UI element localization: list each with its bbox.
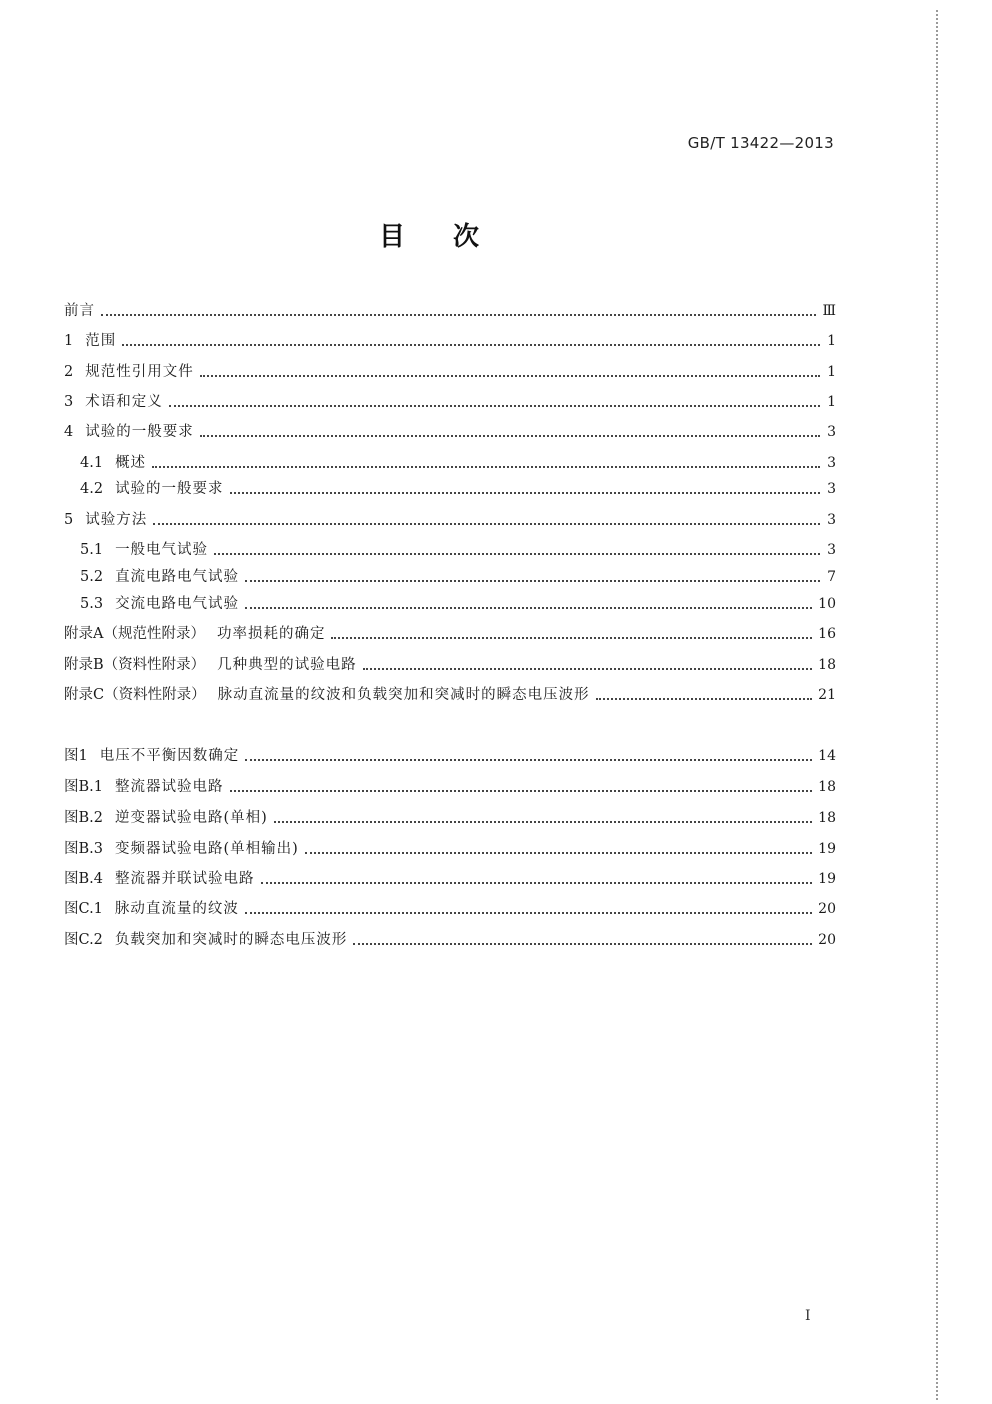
page-number: I	[805, 1308, 811, 1324]
toc-entry-number: 4.1	[80, 455, 104, 471]
toc-entry-number: 5.2	[80, 569, 104, 585]
figure-entry-c1[interactable]	[64, 894, 836, 918]
toc-entry-number: 5.3	[80, 596, 104, 612]
figure-entry-page: 20	[818, 932, 836, 948]
figure-entry-text: 脉动直流量的纹波	[114, 901, 239, 917]
toc-entry-number: 1	[64, 333, 74, 349]
toc-entry-4-2[interactable]	[80, 474, 836, 498]
toc-entry-page: 3	[827, 542, 836, 558]
toc-entry-annex-c[interactable]	[64, 680, 836, 704]
figure-entry-b1[interactable]	[64, 772, 836, 796]
toc-entry-number: 附录C（资料性附录）	[64, 687, 206, 703]
figure-entry-page: 18	[818, 779, 836, 795]
toc-entry-page: 3	[827, 481, 836, 497]
toc-entry-1[interactable]	[64, 326, 836, 350]
toc-entry-number: 附录A（规范性附录）	[64, 626, 205, 642]
figure-entry-text: 电压不平衡因数确定	[99, 748, 240, 764]
toc-entry-page: 1	[827, 333, 836, 349]
toc-entry-page: Ⅲ	[822, 303, 836, 319]
toc-entry-5-1[interactable]	[80, 535, 836, 559]
toc-entry-annex-b[interactable]	[64, 650, 836, 674]
toc-entry-number: 4	[64, 424, 74, 440]
toc-entry-text: 术语和定义	[85, 394, 163, 410]
toc-entry-4[interactable]	[64, 417, 836, 441]
figure-entry-1[interactable]	[64, 741, 836, 765]
toc-entry-page: 10	[818, 596, 836, 612]
figure-entry-text: 逆变器试验电路(单相)	[115, 810, 268, 826]
toc-entry-number: 2	[64, 364, 74, 380]
figure-entry-text: 整流器试验电路	[115, 779, 224, 795]
figure-entry-c2[interactable]	[64, 925, 836, 949]
figure-entry-page: 20	[818, 901, 836, 917]
figure-entry-number: 图B.4	[64, 871, 103, 887]
toc-leader	[169, 405, 820, 407]
toc-entry-number: 附录B（资料性附录）	[64, 657, 206, 673]
figure-entry-text: 整流器并联试验电路	[115, 871, 255, 887]
toc-entry-page: 7	[827, 569, 836, 585]
toc-entry-text: 范围	[85, 333, 117, 349]
toc-entry-text: 功率损耗的确定	[216, 626, 326, 642]
figure-entry-number: 图B.3	[64, 841, 103, 857]
figure-entry-b4[interactable]	[64, 864, 836, 888]
toc-leader	[101, 314, 816, 316]
toc-leader	[353, 943, 812, 945]
toc-entry-4-1[interactable]	[80, 448, 836, 472]
toc-leader	[230, 492, 820, 494]
toc-entry-text: 试验方法	[85, 512, 148, 528]
toc-entry-foreword[interactable]	[64, 296, 836, 320]
toc-entry-2[interactable]	[64, 357, 836, 381]
figure-entry-page: 18	[818, 810, 836, 826]
toc-entry-annex-a[interactable]	[64, 619, 836, 643]
toc-entry-number: 5	[64, 512, 74, 528]
toc-entry-page: 3	[827, 512, 836, 528]
figure-entry-text: 变频器试验电路(单相输出)	[115, 841, 299, 857]
figure-entry-number: 图B.2	[64, 810, 103, 826]
standard-number: GB/T 13422—2013	[687, 134, 834, 152]
toc-leader	[245, 607, 812, 609]
toc-leader	[214, 553, 820, 555]
figure-entry-page: 19	[818, 871, 836, 887]
toc-entry-text: 概述	[115, 455, 147, 471]
toc-entry-text: 试验的一般要求	[85, 424, 194, 440]
toc-leader	[122, 344, 820, 346]
toc-leader	[230, 790, 813, 792]
figure-entry-number: 图B.1	[64, 779, 103, 795]
toc-leader	[152, 466, 820, 468]
toc-entry-5-3[interactable]	[80, 589, 836, 613]
toc-entry-page: 3	[827, 455, 836, 471]
toc-leader	[245, 912, 812, 914]
toc-entry-text: 一般电气试验	[115, 542, 209, 558]
toc-entry-page: 21	[818, 687, 836, 703]
toc-entry-page: 16	[818, 626, 836, 642]
toc-entry-number: 3	[64, 394, 74, 410]
toc-entry-text: 规范性引用文件	[85, 364, 194, 380]
toc-entry-number: 5.1	[80, 542, 104, 558]
toc-leader	[274, 821, 812, 823]
toc-entry-text: 前言	[64, 303, 95, 319]
toc-leader	[245, 580, 820, 582]
toc-leader	[245, 759, 812, 761]
toc-entry-page: 1	[827, 364, 836, 380]
figure-entry-b2[interactable]	[64, 803, 836, 827]
toc-entry-page: 18	[818, 657, 836, 673]
toc-entry-text: 直流电路电气试验	[115, 569, 240, 585]
figure-entry-page: 14	[818, 748, 836, 764]
toc-leader	[200, 375, 820, 377]
figure-entry-page: 19	[818, 841, 836, 857]
toc-entry-5[interactable]	[64, 505, 836, 529]
toc-entry-page: 1	[827, 394, 836, 410]
toc-entry-number: 4.2	[80, 481, 104, 497]
figure-entry-number: 图C.1	[64, 901, 103, 917]
toc-entry-page: 3	[827, 424, 836, 440]
page-edge-line	[936, 10, 938, 1400]
toc-leader	[153, 523, 820, 525]
toc-entry-text: 几种典型的试验电路	[217, 657, 357, 673]
toc-entry-text: 试验的一般要求	[115, 481, 224, 497]
toc-leader	[596, 698, 813, 700]
toc-leader	[261, 882, 813, 884]
toc-leader	[200, 435, 820, 437]
toc-leader	[305, 852, 812, 854]
toc-leader	[331, 637, 812, 639]
figure-entry-b3[interactable]	[64, 834, 836, 858]
toc-entry-3[interactable]	[64, 387, 836, 411]
figure-entry-text: 负载突加和突减时的瞬态电压波形	[114, 932, 348, 948]
figure-entry-number: 图1	[64, 748, 88, 764]
toc-entry-text: 交流电路电气试验	[115, 596, 240, 612]
figure-entry-number: 图C.2	[64, 932, 103, 948]
page-title: 目次	[378, 222, 527, 252]
toc-leader	[363, 668, 813, 670]
toc-entry-5-2[interactable]	[80, 562, 836, 586]
toc-entry-text: 脉动直流量的纹波和负载突加和突减时的瞬态电压波形	[217, 687, 590, 703]
